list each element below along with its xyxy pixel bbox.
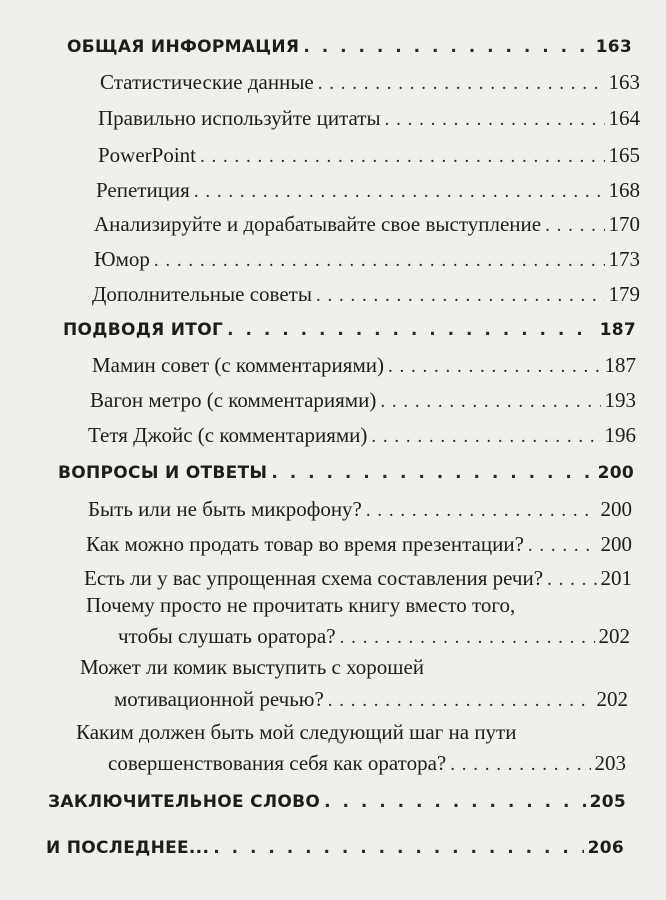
dot-leader [154,250,605,272]
entry-page: 200 [600,532,632,556]
entry-page: 193 [604,388,636,412]
section-page: 200 [597,463,634,483]
toc-entry [98,106,640,131]
dot-leader [385,109,605,131]
entry-title: Анализируйте и дорабатывайте свое выступление [94,212,542,236]
toc-entry [94,247,640,272]
section-title: ПОДВОДЯ ИТОГ [63,320,224,340]
toc-entry [100,70,640,95]
entry-title: Правильно используйте цитаты [98,106,381,130]
entry-page: 201 [600,566,632,590]
toc-entry [84,566,632,591]
entry-title: Как можно продать товар во время презентации? [86,532,524,556]
toc-entry [114,687,628,712]
dot-leader [200,146,604,168]
dot-leader [366,500,597,522]
toc-entry [90,388,636,413]
dot-leader [318,73,605,95]
entry-title-line2: мотивационной речью? [114,687,324,711]
section-page: 205 [589,792,626,812]
dot-leader [545,215,604,237]
entry-page: 187 [604,353,636,377]
entry-page: 173 [608,247,640,271]
section-page: 187 [599,320,636,340]
entry-title: Репетиция [96,178,190,202]
dot-leader [303,37,591,57]
entry-title: PowerPoint [98,143,197,167]
toc-entry [96,178,640,203]
section-title: ЗАКЛЮЧИТЕЛЬНОЕ СЛОВО [48,792,321,812]
section-title: И ПОСЛЕДНЕЕ... [46,838,210,858]
entry-title: Вагон метро (с комментариями) [90,388,377,412]
entry-title: Юмор [94,247,150,271]
toc-entry [86,532,632,557]
toc-section [58,463,634,483]
entry-title-line1: Каким должен быть мой следующий шаг на пути [76,720,517,744]
entry-title: Есть ли у вас упрощенная схема составления речи? [84,566,544,590]
entry-title: Быть или не быть микрофону? [88,497,362,521]
toc-section [46,838,624,858]
section-title: ОБЩАЯ ИНФОРМАЦИЯ [67,37,300,57]
entry-page: 168 [608,178,640,202]
dot-leader [271,463,593,483]
entry-title: Тетя Джойс (с комментариями) [88,423,368,447]
entry-page: 203 [594,751,626,775]
dot-leader [340,627,595,649]
dot-leader [371,426,600,448]
entry-title-line1: Почему просто не прочитать книгу вместо того, [86,593,516,617]
entry-page: 164 [608,106,640,130]
toc-entry [92,353,636,378]
entry-page: 163 [608,70,640,94]
section-title: ВОПРОСЫ И ОТВЕТЫ [58,463,268,483]
toc-entry [88,423,636,448]
toc-section [48,792,626,812]
toc-section [63,320,636,340]
dot-leader [213,838,583,858]
toc-entry [118,624,630,649]
entry-title: Мамин совет (с комментариями) [92,353,384,377]
dot-leader [227,320,596,340]
dot-leader [324,792,585,812]
toc-entry [94,212,640,237]
dot-leader [450,754,590,776]
toc-entry [92,282,640,307]
entry-page: 200 [600,497,632,521]
entry-title: Статистические данные [100,70,314,94]
entry-page: 170 [608,212,640,236]
dot-leader [316,285,605,307]
dot-leader [528,535,597,557]
dot-leader [194,181,605,203]
entry-title: Дополнительные советы [92,282,312,306]
entry-page: 165 [608,143,640,167]
entry-title-line1: Может ли комик выступить с хорошей [80,655,425,679]
entry-page: 196 [604,423,636,447]
entry-page: 179 [608,282,640,306]
dot-leader [547,569,596,591]
toc-entry [88,497,632,522]
entry-title-line2: совершенствования себя как оратора? [108,751,447,775]
entry-page: 202 [598,624,630,648]
entry-title-line2: чтобы слушать оратора? [118,624,336,648]
dot-leader [380,391,600,413]
toc-entry [98,143,640,168]
section-page: 206 [587,838,624,858]
toc-section [67,37,632,57]
entry-page: 202 [596,687,628,711]
section-page: 163 [595,37,632,57]
dot-leader [388,356,601,378]
toc-entry [108,751,626,776]
dot-leader [328,690,593,712]
